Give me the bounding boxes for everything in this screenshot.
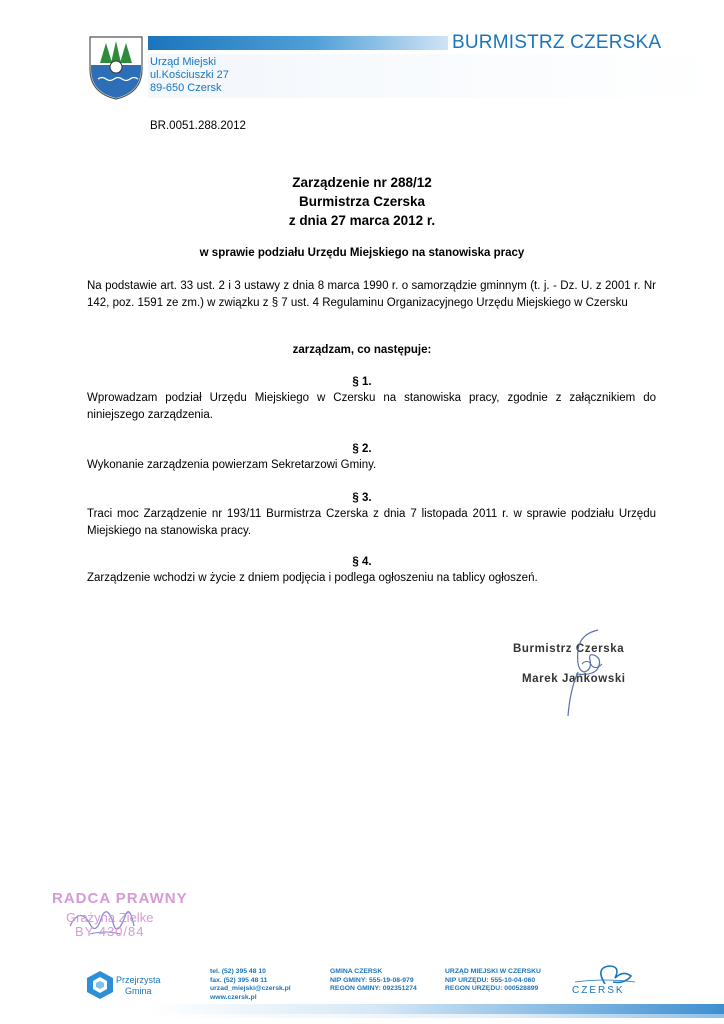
gmina-line: Gmina <box>125 986 152 996</box>
stamp-text: BY 430/84 <box>75 924 145 939</box>
coat-of-arms-icon <box>88 35 144 101</box>
footer-contact <box>210 968 291 1002</box>
przejrzysta-gmina-text <box>116 975 161 997</box>
przejrzysta-line: Przejrzysta <box>116 975 161 985</box>
section-heading: § 3. <box>352 492 372 504</box>
document-title-line: z dnia 27 marca 2012 r. <box>288 213 436 228</box>
stamp-text: RADCA PRAWNY <box>52 890 188 907</box>
document-title-line: Zarządzenie nr 288/12 <box>292 175 432 190</box>
section-heading: § 4. <box>352 556 372 568</box>
section-text: Wprowadzam podział Urzędu Miejskiego w Czersku na stanowiska pracy, zgodnie z załącznikiem do niniejszego zarządzenia. <box>87 392 656 421</box>
czersk-logo-icon <box>565 962 645 1002</box>
section-text: Traci moc Zarządzenie nr 193/11 Burmistrza Czerska z dnia 7 listopada 2011 r. w sprawie podziału Urzędu Miejskiego na stanowiska pracy. <box>87 508 656 537</box>
document-title-line: Burmistrza Czerska <box>298 194 426 209</box>
section-text: Wykonanie zarządzenia powierzam Sekretarzowi Gminy. <box>87 459 377 471</box>
footer-urzad <box>445 968 541 994</box>
footer-urzad-regon: REGON URZĘDU: 000528899 <box>445 985 539 992</box>
document-subject: w sprawie podziału Urzędu Miejskiego na stanowiska pracy <box>199 247 525 259</box>
footer-phone: tel. (52) 395 48 10 <box>210 968 266 975</box>
footer-website-link[interactable]: www.czersk.pl <box>210 993 257 1001</box>
footer-email-link[interactable]: urzad_miejski@czersk.pl <box>210 985 291 992</box>
preamble-paragraph: Na podstawie art. 33 ust. 2 i 3 ustawy z dnia 8 marca 1990 r. o samorządzie gminnym (t. j. - Dz. U. z 2001 r. Nr 142, poz. 1591 ze zm.) w związku z § 7 ust. 4 Regulaminu Organizacyjnego Urzędu Miejskiego w Czersku <box>87 280 656 309</box>
footer-gmina <box>330 968 417 994</box>
section-heading: § 2. <box>352 443 372 455</box>
footer-gmina-name: GMINA CZERSK <box>330 968 383 975</box>
czersk-logo-text: CZERSK <box>572 985 625 996</box>
footer-urzad-name: URZĄD MIEJSKI W CZERSKU <box>445 968 541 975</box>
header-gradient-bar <box>148 36 448 50</box>
section-heading: § 1. <box>352 376 372 388</box>
address-line: 89-650 Czersk <box>150 82 222 94</box>
address-line: Urząd Miejski <box>150 56 217 68</box>
handwritten-signature-icon <box>540 620 620 720</box>
header-title: BURMISTRZ CZERSKA <box>452 32 662 53</box>
footer-fax: fax. (52) 395 48 11 <box>210 976 268 984</box>
footer-urzad-nip: NIP URZĘDU: 555-10-04-060 <box>445 976 536 984</box>
footer-gmina-regon: REGON GMINY: 092351274 <box>330 985 417 992</box>
footer-gradient-bar <box>148 1004 724 1014</box>
document-reference: BR.0051.288.2012 <box>150 120 246 132</box>
section-text: Zarządzenie wchodzi w życie z dniem podjęcia i podlega ogłoszeniu na tablicy ogłoszeń. <box>87 572 538 584</box>
footer-gradient-bar-lower <box>148 1014 724 1018</box>
przejrzysta-gmina-logo-icon <box>86 970 114 1000</box>
address-line: ul.Kościuszki 27 <box>150 69 229 81</box>
footer-gmina-nip: NIP GMINY: 555-19-08-979 <box>330 976 414 984</box>
stamp-text: Grażyna Zielke <box>66 910 154 925</box>
decree-phrase: zarządzam, co następuje: <box>292 344 432 356</box>
signature-name: Marek Jankowski <box>522 673 626 685</box>
header-background <box>148 54 724 98</box>
signature-title: Burmistrz Czerska <box>513 643 625 655</box>
